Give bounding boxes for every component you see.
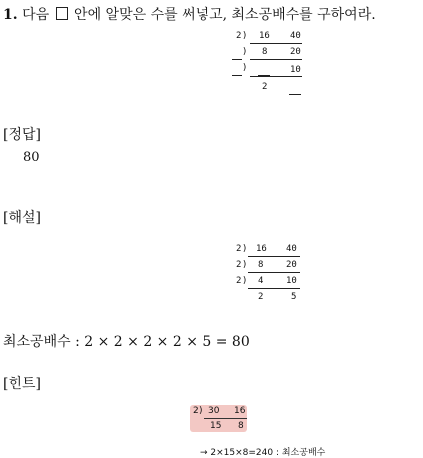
explanation-ladder (236, 244, 316, 306)
ladder-rule (250, 76, 302, 77)
ladder-bracket: ) (242, 47, 248, 57)
ladder-value: 16 (256, 244, 267, 254)
blank-divisor (232, 66, 242, 76)
ladder-divisor: 2 (193, 406, 199, 416)
explanation-heading: [해설] (3, 210, 41, 226)
ladder-value: 10 (286, 276, 297, 286)
question-text (3, 4, 376, 24)
ladder-value: 8 (262, 47, 268, 57)
ladder-value: 5 (291, 292, 297, 302)
ladder-value: 20 (290, 47, 301, 57)
ladder-value: 8 (258, 260, 264, 270)
ladder-value: 20 (286, 260, 297, 270)
ladder-divisor: 2 (236, 31, 242, 41)
blank-box-icon (56, 7, 68, 20)
question-text-before: 다음 (22, 7, 50, 23)
answer-heading: [정답] (3, 127, 41, 143)
question-number: 1. (3, 7, 18, 23)
ladder-rule (248, 272, 300, 273)
hint-formula-text: 2×15×8=240 : 최소공배수 (210, 448, 326, 458)
blank-value (289, 94, 301, 95)
ladder-value: 16 (259, 31, 270, 41)
ladder-rule (248, 288, 300, 289)
ladder-rule (250, 59, 302, 60)
ladder-bracket: ) (242, 63, 248, 73)
ladder-value: 30 (208, 406, 220, 416)
arrow-icon: → (200, 448, 211, 458)
ladder-value: 2 (258, 292, 264, 302)
ladder-bracket: ) (242, 244, 248, 254)
blank-value (258, 66, 270, 76)
ladder-value: 2 (262, 82, 268, 92)
hint-formula (200, 445, 325, 458)
ladder-bracket: ) (242, 31, 248, 41)
hint-heading: [힌트] (3, 376, 41, 392)
lcm-result: 최소공배수 : 2 × 2 × 2 × 2 × 5 = 80 (3, 334, 250, 350)
ladder-value: 15 (210, 421, 222, 431)
ladder-value: 4 (258, 276, 264, 286)
ladder-value: 40 (290, 31, 301, 41)
hint-ladder (193, 406, 253, 434)
answer-value: 80 (23, 150, 40, 165)
ladder-bracket: ) (242, 276, 248, 286)
ladder-divisor: 2 (236, 276, 242, 286)
ladder-bracket: ) (242, 260, 248, 270)
ladder-rule (204, 418, 247, 419)
blank-divisor (232, 50, 242, 60)
ladder-value: 10 (290, 65, 301, 75)
ladder-rule (250, 43, 302, 44)
problem-ladder (232, 31, 312, 101)
question-text-after: 안에 알맞은 수를 써넣고, 최소공배수를 구하여라. (74, 7, 376, 23)
ladder-divisor: 2 (236, 260, 242, 270)
ladder-value: 40 (286, 244, 297, 254)
ladder-value: 16 (234, 406, 246, 416)
ladder-bracket: ) (199, 406, 203, 416)
ladder-rule (248, 256, 300, 257)
ladder-value: 8 (238, 421, 244, 431)
ladder-divisor: 2 (236, 244, 242, 254)
